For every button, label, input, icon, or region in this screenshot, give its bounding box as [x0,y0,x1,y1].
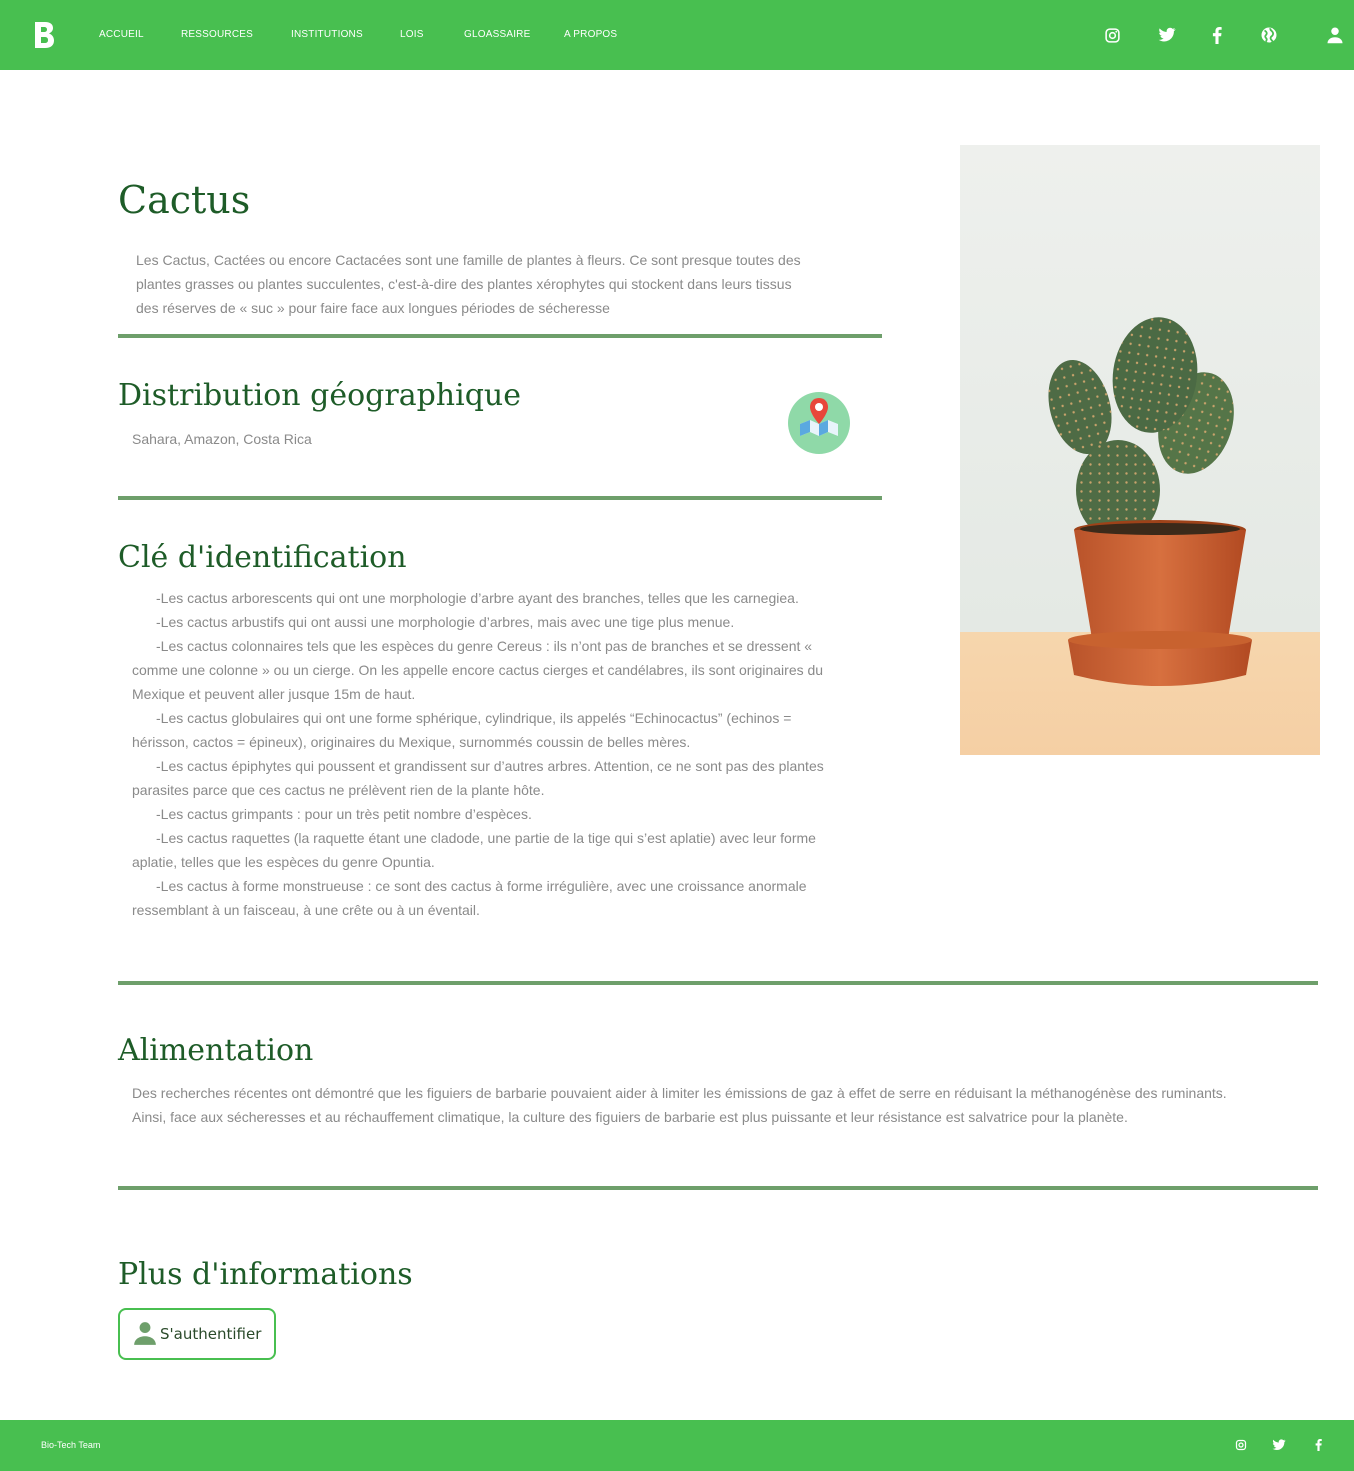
twitter-icon[interactable] [1272,1438,1286,1452]
more-info-heading: Plus d'informations [118,1257,413,1292]
distribution-heading: Distribution géographique [118,378,521,413]
user-icon[interactable] [1325,25,1345,45]
list-item: -Les cactus globulaires qui ont une forme sphérique, cylindrique, ils appelés “Echinocactus” (echinos = hérisson, cactos = épineux), originaires du Mexique, surnommés coussin de belles mères. [132,710,792,750]
section-divider [118,981,1318,985]
alimentation-heading: Alimentation [118,1033,314,1068]
page-title: Cactus [118,178,251,222]
distribution-text: Sahara, Amazon, Costa Rica [132,431,312,447]
nav-glossaire[interactable]: GLOASSAIRE [464,29,531,40]
identification-list [132,586,832,922]
instagram-icon[interactable] [1234,1438,1248,1452]
top-navbar [0,0,1354,70]
twitter-icon[interactable] [1157,25,1177,45]
list-item: -Les cactus arbustifs qui ont aussi une morphologie d’arbres, mais avec une tige plus menue. [156,614,735,630]
section-divider [118,496,882,500]
authenticate-button-label: S'authentifier [160,1325,262,1343]
list-item: -Les cactus à forme monstrueuse : ce sont des cactus à forme irrégulière, avec une croissance anormale ressemblant à un faisceau, à une crête ou à un éventail. [132,878,807,918]
identification-heading: Clé d'identification [118,540,407,575]
nav-accueil[interactable]: ACCUEIL [99,29,144,40]
nav-institutions[interactable]: INSTITUTIONS [291,29,363,40]
list-item: -Les cactus grimpants : pour un très petit nombre d’espèces. [156,806,532,822]
authenticate-button[interactable] [118,1308,276,1360]
facebook-icon[interactable] [1311,1438,1325,1452]
globe-icon[interactable] [1259,25,1279,45]
logo-icon[interactable] [32,20,56,50]
map-pin-icon [788,392,850,454]
section-divider [118,1186,1318,1190]
footer-team: Bio-Tech Team [41,1440,101,1450]
cactus-image [960,145,1320,755]
nav-lois[interactable]: LOIS [400,29,424,40]
section-divider [118,334,882,338]
instagram-icon[interactable] [1102,25,1122,45]
list-item: -Les cactus arborescents qui ont une morphologie d’arbre ayant des branches, telles que les carnegiea. [156,590,799,606]
facebook-icon[interactable] [1207,25,1227,45]
nav-a-propos[interactable]: A PROPOS [564,29,618,40]
nav-ressources[interactable]: RESSOURCES [181,29,254,40]
user-icon [132,1320,158,1349]
list-item: -Les cactus épiphytes qui poussent et grandissent sur d’autres arbres. Attention, ce ne sont pas des plantes parasites parce que ces cactus ne prélèvent rien de la plante hôte. [132,758,824,798]
alimentation-text: Des recherches récentes ont démontré que les figuiers de barbarie pouvaient aider à limiter les émissions de gaz à effet de serre en réduisant la méthanogénèse des ruminants. Ainsi, face aux sécheresses et au réchauffement climatique, la culture des figuiers de barbarie est plus puissante et leur résistance est salvatrice pour la planète. [132,1085,1227,1125]
list-item: -Les cactus raquettes (la raquette étant une cladode, une partie de la tige qui s’est aplatie) avec leur forme aplatie, telles que les espèces du genre Opuntia. [132,830,816,870]
intro-paragraph: Les Cactus, Cactées ou encore Cactacées sont une famille de plantes à fleurs. Ce sont presque toutes des plantes grasses ou plantes succulentes, c'est-à-dire des plantes xérophytes qui stockent dans leurs tissus des réserves de « suc » pour faire face aux longues périodes de sécheresse [136,252,801,316]
footer [0,1420,1354,1471]
list-item: -Les cactus colonnaires tels que les espèces du genre Cereus : ils n’ont pas de branches et se dressent « comme une colonne » ou un cierge. On les appelle encore cactus cierges et candélabres, ils sont originaires du Mexique et peuvent aller jusque 15m de haut. [132,638,824,702]
